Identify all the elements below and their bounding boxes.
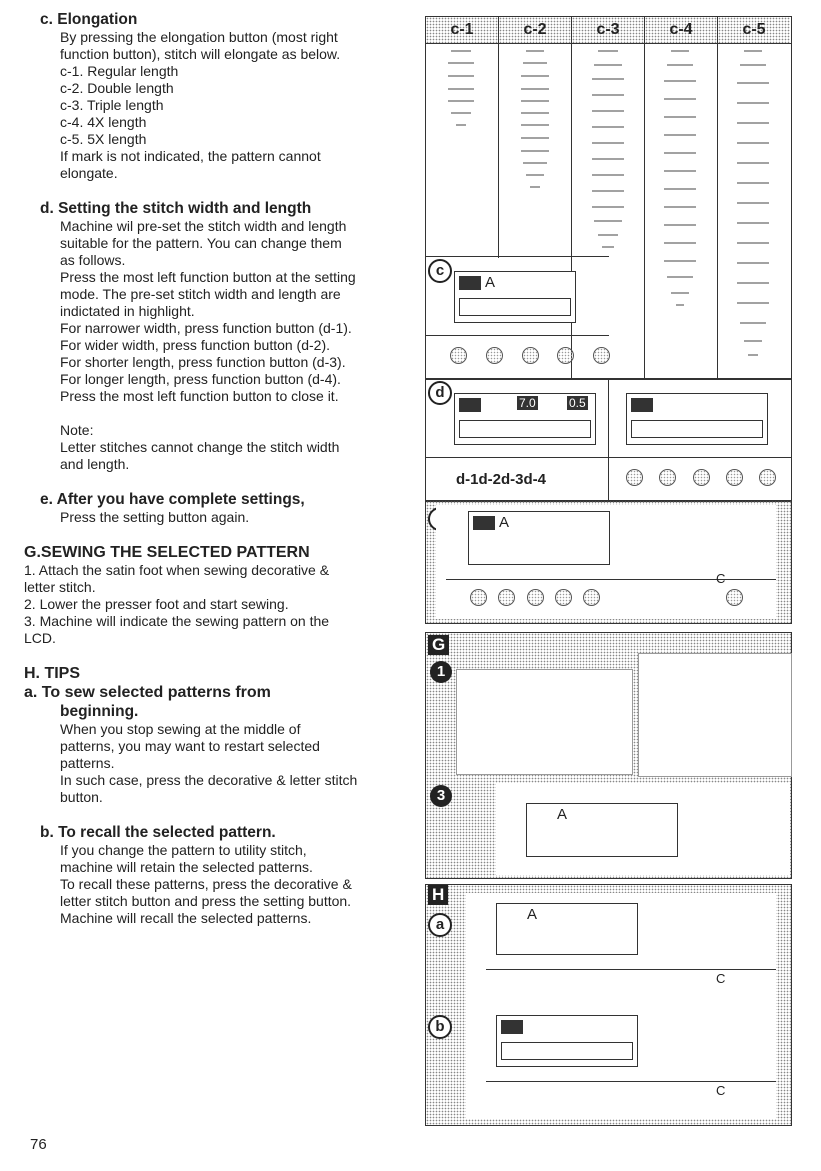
elongation-text — [60, 29, 410, 182]
text-line: c-4. 4X length — [60, 114, 147, 130]
width-value: 7.0 — [519, 396, 536, 410]
heading-sewing-selected-pattern: G.SEWING THE SELECTED PATTERN — [24, 544, 310, 561]
text-line: For narrower width, press function button (d-1). — [60, 320, 352, 336]
function-button[interactable] — [450, 347, 467, 364]
page-number: 76 — [30, 1136, 47, 1153]
function-button[interactable] — [626, 469, 643, 486]
text-line: 1. Attach the satin foot when sewing decorative & — [24, 562, 330, 578]
function-button[interactable] — [759, 469, 776, 486]
column-header-c-2: c-2 — [499, 17, 572, 43]
text-line: By pressing the elongation button (most right — [60, 29, 338, 45]
setting-button[interactable] — [726, 589, 743, 606]
function-button[interactable] — [659, 469, 676, 486]
column-header-c-3: c-3 — [572, 17, 645, 43]
step-1-badge: 1 — [430, 661, 452, 683]
heading-tips: H. TIPS — [24, 665, 81, 682]
label-d: d — [428, 381, 452, 405]
text-line: Press the most left function button to close it. — [60, 388, 339, 404]
text-line: If you change the pattern to utility stitch, — [60, 842, 307, 858]
text-line: machine will retain the selected patterns. — [60, 859, 313, 875]
length-value: 0.5 — [569, 396, 586, 410]
figure-h-panel: H a A C b C — [425, 884, 792, 1126]
lcd-screen-c: A — [454, 271, 576, 323]
text-line: Note: — [60, 422, 94, 438]
text-line: c-5. 5X length — [60, 131, 147, 147]
text-line: LCD. — [24, 630, 56, 646]
text-line: function button), stitch will elongate as below. — [60, 46, 341, 62]
note-text — [60, 422, 410, 473]
column-header-c-1: c-1 — [426, 17, 499, 43]
text-line: and length. — [60, 456, 130, 472]
lcd-screen-g: A — [526, 803, 678, 857]
text-line: patterns. — [60, 755, 115, 771]
function-button[interactable] — [557, 347, 574, 364]
text-line: If mark is not indicated, the pattern cannot — [60, 148, 321, 164]
text-line: Machine will recall the selected patterns. — [60, 910, 312, 926]
stitch-setting-text — [60, 218, 410, 405]
text-line: For shorter length, press function button (d-3). — [60, 354, 346, 370]
function-button[interactable] — [693, 469, 710, 486]
function-button[interactable] — [498, 589, 515, 606]
lcd-screen-d-right — [626, 393, 768, 445]
text-line: Press the setting button again. — [60, 509, 250, 525]
heading-tip-a-1: a. To sew selected patterns from — [24, 684, 271, 701]
function-button[interactable] — [726, 469, 743, 486]
heading-stitch-width-length: d. Setting the stitch width and length — [40, 200, 312, 217]
column-header-c-4: c-4 — [645, 17, 718, 43]
text-line: In such case, press the decorative & letter stitch — [60, 772, 358, 788]
text-line: mode. The pre-set stitch width and length are — [60, 286, 341, 302]
label-H: H — [428, 885, 448, 905]
text-line: suitable for the pattern. You can change them — [60, 235, 342, 251]
label-a: a — [428, 913, 452, 937]
satin-foot-illustration — [456, 669, 633, 775]
presser-foot-illustration — [638, 653, 792, 777]
after-settings-text — [60, 509, 410, 526]
function-button[interactable] — [486, 347, 503, 364]
heading-tip-b: b. To recall the selected pattern. — [40, 824, 276, 841]
text-line: elongate. — [60, 165, 118, 181]
text-line: For wider width, press function button (d-2). — [60, 337, 331, 353]
text-line: 2. Lower the presser foot and start sewing. — [24, 596, 289, 612]
elongation-button[interactable] — [593, 347, 610, 364]
figure-d-panel — [425, 378, 792, 502]
text-line: c-1. Regular length — [60, 63, 179, 79]
lcd-screen-d-left — [454, 393, 596, 445]
function-button[interactable] — [583, 589, 600, 606]
column-header-c-5: c-5 — [718, 17, 790, 43]
lcd-screen-h-a: A — [496, 903, 638, 955]
text-line: letter stitch button and press the setting button. — [60, 893, 352, 909]
text-column — [24, 10, 410, 927]
text-line: indictated in highlight. — [60, 303, 195, 319]
text-line: Letter stitches cannot change the stitch width — [60, 439, 340, 455]
sewing-steps — [24, 562, 410, 647]
figure-e-panel: A C — [425, 500, 792, 624]
text-line: For longer length, press function button (d-4). — [60, 371, 341, 387]
figure-c-panel — [425, 256, 609, 379]
text-line: To recall these patterns, press the decorative & — [60, 876, 352, 892]
figure-g-panel — [425, 632, 792, 879]
text-line: patterns, you may want to restart selected — [60, 738, 320, 754]
text-line: button. — [60, 789, 103, 805]
function-button[interactable] — [555, 589, 572, 606]
label-b: b — [428, 1015, 452, 1039]
text-line: c-3. Triple length — [60, 97, 164, 113]
tip-a-text — [60, 721, 410, 806]
text-line: When you stop sewing at the middle of — [60, 721, 301, 737]
label-c: c — [428, 259, 452, 283]
text-line: Press the most left function button at the setting — [60, 269, 356, 285]
function-button[interactable] — [470, 589, 487, 606]
step-3-badge: 3 — [430, 785, 452, 807]
function-button[interactable] — [522, 347, 539, 364]
text-line: as follows. — [60, 252, 126, 268]
tip-b-text — [60, 842, 410, 927]
heading-tip-a-2: beginning. — [60, 703, 139, 720]
d-button-labels: d-1d-2d-3d-4 — [456, 471, 546, 488]
lcd-screen-e: A — [468, 511, 610, 565]
text-line: letter stitch. — [24, 579, 96, 595]
heading-elongation: c. Elongation — [40, 11, 138, 28]
function-button[interactable] — [527, 589, 544, 606]
text-line: 3. Machine will indicate the sewing pattern on the — [24, 613, 330, 629]
heading-after-settings: e. After you have complete settings, — [40, 491, 305, 508]
text-line: Machine wil pre-set the stitch width and length — [60, 218, 347, 234]
lcd-screen-h-b — [496, 1015, 638, 1067]
text-line: c-2. Double length — [60, 80, 174, 96]
label-G: G — [428, 635, 449, 655]
